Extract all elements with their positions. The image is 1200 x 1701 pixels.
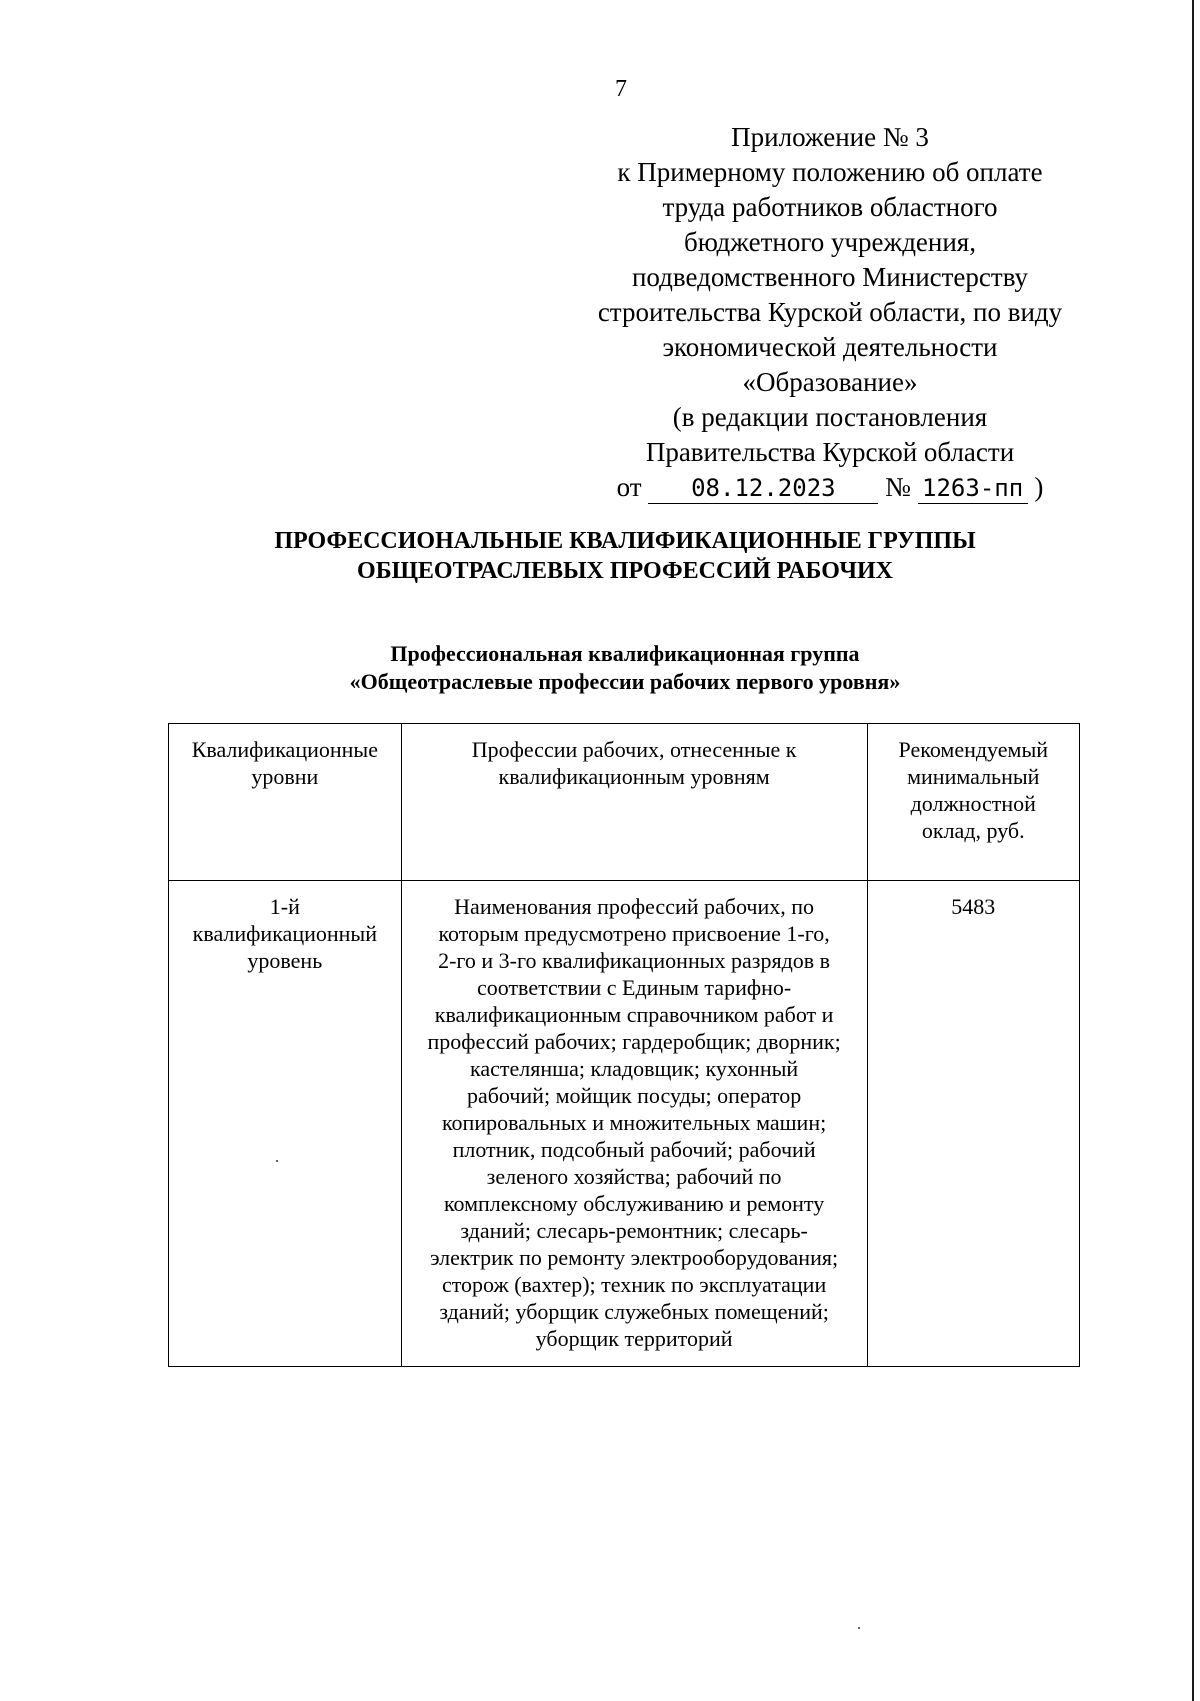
cell-text: копировальных и множительных машин; bbox=[441, 1110, 827, 1135]
document-title bbox=[150, 526, 1100, 586]
cell-text: квалификационный bbox=[192, 921, 377, 946]
cell-text: которым предусмотрено присвоение 1-го, bbox=[438, 921, 830, 946]
cell-salary: 5483 bbox=[867, 881, 1079, 1367]
subtitle-line: «Общеотраслевые профессии рабочих первого уровня» bbox=[349, 669, 901, 694]
cell-text: профессий рабочих; гардеробщик; дворник; bbox=[427, 1029, 841, 1054]
closing-paren: ) bbox=[1034, 472, 1044, 502]
cell-text: зданий; слесарь-ремонтник; слесарь- bbox=[460, 1218, 808, 1243]
subtitle-line: Профессиональная квалификационная группа bbox=[390, 641, 860, 666]
resolution-number: 1263-пп bbox=[918, 473, 1028, 504]
cell-text: соответствии с Единым тарифно- bbox=[476, 975, 792, 1000]
appendix-line: (в редакции постановления bbox=[672, 402, 988, 432]
appendix-line: Приложение № 3 bbox=[731, 122, 929, 152]
date-prefix: от bbox=[616, 472, 642, 502]
appendix-line: труда работников областного bbox=[662, 192, 998, 222]
group-subtitle bbox=[150, 640, 1100, 696]
cell-text: 1-й bbox=[269, 894, 300, 919]
header-text: минимальный bbox=[907, 764, 1040, 789]
appendix-header bbox=[560, 120, 1100, 505]
appendix-line: «Образование» bbox=[742, 367, 918, 397]
cell-text: уборщик территорий bbox=[535, 1326, 733, 1351]
cell-text: сторож (вахтер); техник по эксплуатации bbox=[441, 1272, 827, 1297]
header-salary bbox=[867, 724, 1079, 881]
appendix-line: бюджетного учреждения, bbox=[684, 227, 976, 257]
scan-speck bbox=[276, 1160, 278, 1162]
scan-speck bbox=[858, 1627, 860, 1629]
cell-text: рабочий; мойщик посуды; оператор bbox=[466, 1083, 802, 1108]
cell-text: зданий; уборщик служебных помещений; bbox=[439, 1299, 829, 1324]
appendix-line: к Примерному положению об оплате bbox=[617, 157, 1043, 187]
appendix-line: Правительства Курской области bbox=[645, 437, 1015, 467]
header-text: оклад, руб. bbox=[921, 818, 1025, 843]
cell-level bbox=[169, 881, 402, 1367]
cell-text: плотник, подсобный рабочий; рабочий bbox=[452, 1137, 816, 1162]
table-row bbox=[169, 881, 1080, 1367]
title-line: ОБЩЕОТРАСЛЕВЫХ ПРОФЕССИЙ РАБОЧИХ bbox=[357, 558, 893, 584]
scan-edge-line bbox=[1192, 0, 1194, 1701]
cell-text: кастелянша; кладовщик; кухонный bbox=[470, 1056, 799, 1081]
header-text: Рекомендуемый bbox=[898, 737, 1048, 762]
cell-professions bbox=[401, 881, 867, 1367]
appendix-line: подведомственного Министерству bbox=[631, 262, 1029, 292]
header-text: должностной bbox=[910, 791, 1036, 816]
cell-text: комплексному обслуживанию и ремонту bbox=[443, 1191, 825, 1216]
table-header-row bbox=[169, 724, 1080, 881]
cell-text: 2-го и 3-го квалификационных разрядов в bbox=[438, 948, 831, 973]
cell-text: уровень bbox=[247, 948, 323, 973]
header-levels bbox=[169, 724, 402, 881]
header-text: Профессии рабочих, отнесенные к bbox=[471, 737, 797, 762]
resolution-date-line bbox=[560, 470, 1100, 505]
cell-text: квалификационным справочником работ и bbox=[434, 1002, 834, 1027]
cell-text: электрик по ремонту электрооборудования; bbox=[430, 1245, 839, 1270]
appendix-line: строительства Курской области, по виду bbox=[597, 297, 1063, 327]
header-text: квалификационным уровням bbox=[498, 764, 770, 789]
header-professions bbox=[401, 724, 867, 881]
title-line: ПРОФЕССИОНАЛЬНЫЕ КВАЛИФИКАЦИОННЫЕ ГРУППЫ bbox=[274, 528, 976, 554]
qualification-table bbox=[168, 723, 1080, 1367]
header-text: Квалификационные bbox=[191, 737, 378, 762]
cell-text: зеленого хозяйства; рабочий по bbox=[486, 1164, 782, 1189]
resolution-date: 08.12.2023 bbox=[648, 473, 878, 504]
number-prefix: № bbox=[885, 472, 911, 502]
cell-text: Наименования профессий рабочих, по bbox=[454, 894, 815, 919]
header-text: уровни bbox=[251, 764, 319, 789]
appendix-line: экономической деятельности bbox=[662, 332, 998, 362]
page-number: 7 bbox=[615, 76, 627, 102]
